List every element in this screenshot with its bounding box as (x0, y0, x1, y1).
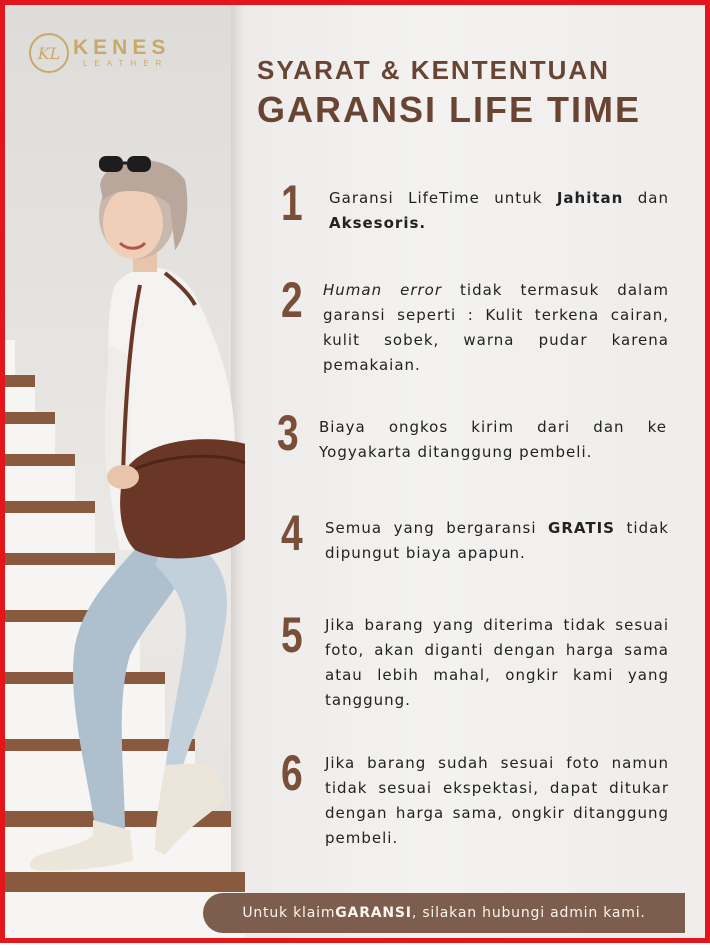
term-text (319, 415, 667, 465)
term-item-4 (281, 505, 669, 566)
page-title-line2: GARANSI LIFE TIME (257, 89, 641, 130)
term-text (329, 186, 669, 236)
text-segment: Untuk klaim (242, 905, 336, 921)
page-title-line1: SYARAT & KENTENTUAN (257, 55, 610, 85)
model-photo (5, 5, 245, 938)
term-text (325, 613, 669, 713)
text-segment: Jika barang yang diterima tidak sesuai foto, akan diganti dengan harga sama atau lebih mahal, ongkir kami yang tanggung. (325, 616, 669, 709)
emphasis-text: GRATIS (548, 519, 615, 537)
emphasis-text: Aksesoris. (329, 214, 427, 232)
term-number: 4 (281, 505, 303, 561)
term-number: 6 (281, 745, 303, 801)
term-item-5 (281, 607, 669, 713)
logo-brand: KENES (73, 36, 171, 59)
text-segment: Jika barang sudah sesuai foto namun tidak sesuai ekspektasi, dapat ditukar dengan harga sama, ongkir ditanggung pembeli. (325, 754, 669, 847)
term-number: 1 (281, 175, 303, 231)
term-item-6 (281, 745, 669, 851)
text-segment: , silakan hubungi admin kami. (411, 905, 646, 921)
text-segment: Biaya ongkos kirim dari dan ke Yogyakarta ditanggung pembeli. (319, 418, 667, 461)
italic-text: Human error (323, 281, 443, 299)
term-text (325, 751, 669, 851)
term-item-1 (281, 175, 669, 236)
warranty-poster (5, 5, 705, 938)
text-segment: tidak termasuk dalam garansi seperti : Kulit terkena cairan, kulit sobek, warna pudar karena pemakaian. (323, 281, 669, 374)
emphasis-text: Jahitan (556, 189, 624, 207)
logo-subtitle: LEATHER (83, 59, 169, 68)
term-number: 3 (277, 405, 299, 461)
term-number: 2 (281, 272, 303, 328)
emphasis-text: GARANSI (335, 905, 412, 921)
claim-footer-banner (203, 893, 685, 933)
model-figure (5, 5, 245, 938)
text-segment: dan (623, 189, 669, 207)
term-text (323, 278, 669, 378)
term-item-3 (277, 405, 667, 465)
text-segment: Semua yang bergaransi (325, 519, 549, 537)
text-segment: tidak dipungut biaya apapun. (325, 519, 669, 562)
term-text (325, 516, 669, 566)
term-item-2 (281, 272, 669, 378)
term-number: 5 (281, 607, 303, 663)
text-segment: Garansi LifeTime untuk (329, 189, 557, 207)
logo-monogram: KL (29, 33, 69, 73)
kenes-leather-logo (29, 33, 170, 73)
